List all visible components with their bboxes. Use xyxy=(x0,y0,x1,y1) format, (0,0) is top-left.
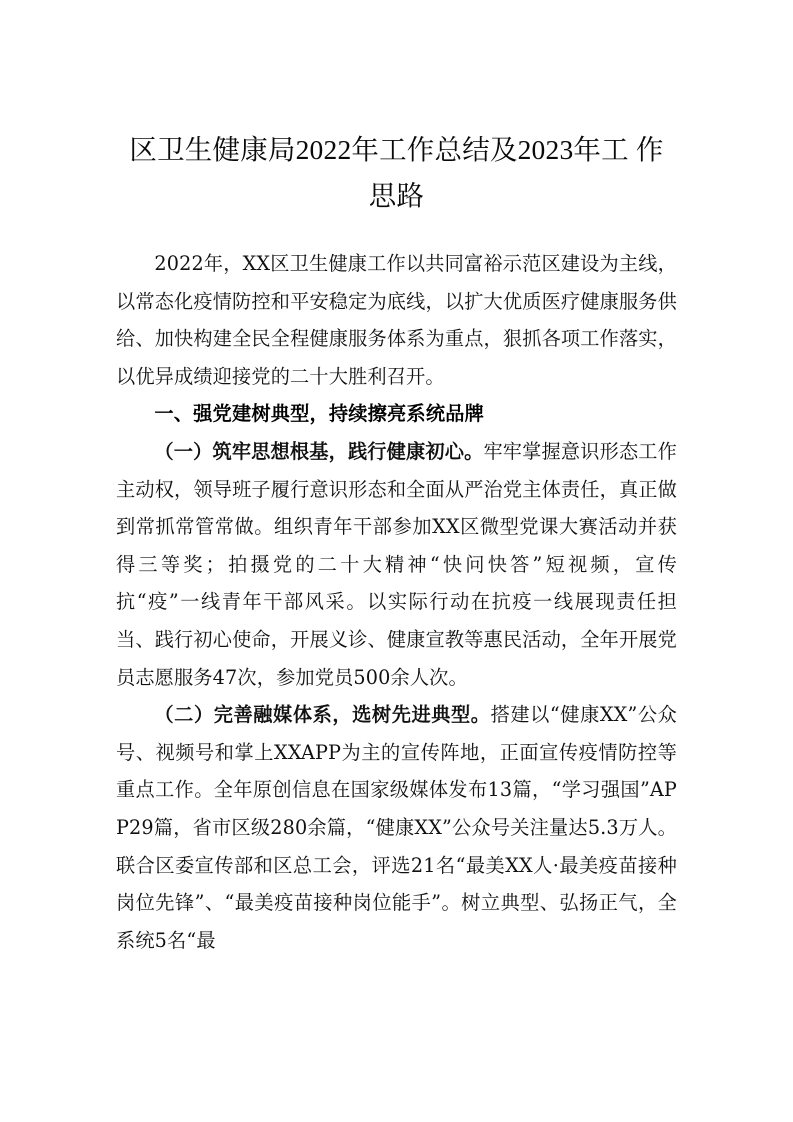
page-title-line-1: 区卫生健康局2022年工作总结及2023年工 xyxy=(129,134,629,165)
page-title xyxy=(116,0,677,219)
document-content xyxy=(116,0,677,959)
subsection-2-lead: （二）完善融媒体系，选树先进典型。 xyxy=(154,703,491,727)
subsection-1-body: 牢牢掌握意识形态工作主动权，领导班子履行意识形态和全面从严治党主体责任，真正做到常抓常管常做。组织青年干部参加XX区微型党课大赛活动并获得三等奖；拍摄党的二十大精神“快问快答”短视频，宣传抗“疫”一线青年干部风采。以实际行动在抗疫一线展现责任担当、践行初心使命，开展义诊、健康宣教等惠民活动，全年开展党员志愿服务47次，参加党员500余人次。 xyxy=(116,439,677,689)
subsection-2 xyxy=(116,696,677,959)
section-heading-1: 一、强党建树典型，持续擦亮系统品牌 xyxy=(154,402,484,426)
intro-paragraph: 2022年，XX区卫生健康工作以共同富裕示范区建设为主线，以常态化疫情防控和平安稳定为底线，以扩大优质医疗健康服务供给、加快构建全民全程健康服务体系为重点，狠抓各项工作落实，以优异成绩迎接党的二十大胜利召开。 xyxy=(116,252,677,388)
subsection-1 xyxy=(116,433,677,696)
subsection-1-lead: （一）筑牢思想根基，践行健康初心。 xyxy=(154,439,484,463)
subsection-2-body: 搭建以“健康XX”公众号、视频号和掌上XXAPP为主的宣传阵地，正面宣传疫情防控等重点工作。全年原创信息在国家级媒体发布13篇，“学习强国”APP29篇，省市区级280余篇，“健康XX”公众号关注量达5.3万人。联合区委宣传部和区总工会，评选21名“最美XX人·最美疫苗接种岗位先锋”、“最美疫苗接种岗位能手”。树立典型、弘扬正气，全系统5名“最 xyxy=(116,703,677,952)
page-title-line-2: 作思路 xyxy=(368,134,664,211)
